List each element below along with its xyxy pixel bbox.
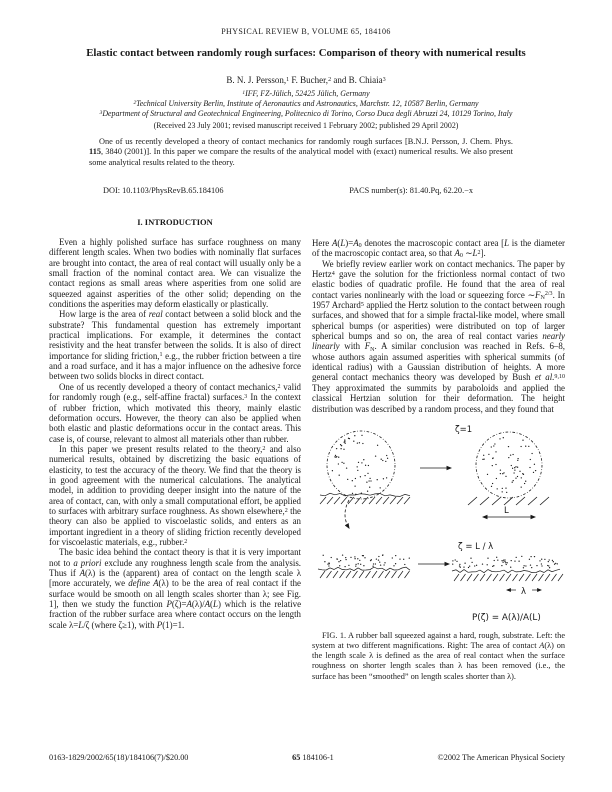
left-column xyxy=(49,217,301,752)
lambda-label: λ xyxy=(521,586,527,597)
intro-paragraph-5: The basic idea behind the contact theory is that it is very important not to a priori exclude any roughness length scale from the analysis. Thus if A(λ) is the (apparent) area of contact on the length scale λ [more accurately, we define A(λ) to be the area of real contact if the surface would be smooth on all length scales shorter than λ; see Fig. 1], then we study the function P(ζ)=A(λ)/A(L) which is the relative fraction of the rubber surface area where contact occurs on the length scale λ=L/ζ (where ζ≥1), with P(1)=1. xyxy=(49,547,301,630)
right-paragraph-2: We briefly review earlier work on contact mechanics. The paper by Hertz$^4$ gave the solution for the frictionless normal contact of two elastic bodies of quadratic profile. He found that the area of real contact varies nonlinearly with the load or squeezing force $\sim F_N^{2/3}$. In 1957 Archard$^5$ applied the Hertz solution to the contact between rough surfaces, and showed that for a simple fractal-like model, where small spherical bumps (or asperities) were distributed on top of larger spherical bumps and so on, the area of real contact varies nearly linearly with $F_N$. A similar conclusion was reached in Refs. 6–8, whose authors again assumed asperities with spherical summits (of identical radius) with a Gaussian distribution of heights. A more general contact mechanics theory was developed by Bush et al.$^{9,10}$ They approximated the summits by paraboloids and applied the classical Hertzian solution for their deformation. The height distribution was described by a random process, and they found that xyxy=(312,258,565,414)
authors-line: B. N. J. Persson,$^1$ F. Bucher,$^2$ and B. Chiaia$^3$ xyxy=(226,75,386,85)
intro-paragraph-3: One of us recently developed a theory of contact mechanics,$^2$ valid for randomly rough (e.g., self-affine fractal) surfaces.$^3$ In the context of rubber friction, which motivated this theory, mainly elastic deformation occurs. However, the theory can also be applied when both elastic and plastic deformations occur in the contact areas. This case is, of course, relevant to almost all materials other than rubber. xyxy=(49,381,301,444)
affiliation-1: $^1$IFF, FZ-Jülich, 52425 Jülich, Germany xyxy=(242,89,370,98)
substrate-hatching-left xyxy=(320,497,410,504)
figure-1 xyxy=(312,416,565,626)
rubber-ball-left xyxy=(327,431,395,499)
zeta-one-label: ζ=1 xyxy=(455,424,473,435)
rubber-ball-right xyxy=(476,432,542,498)
rubber-ball-right-dots xyxy=(482,437,536,493)
length-L-label: L xyxy=(504,505,509,516)
footer-issn: 0163-1829/2002/65(18)/184106(7)/$20.00 xyxy=(49,753,189,762)
magnified-strip-right-surface xyxy=(452,569,560,573)
abstract: One of us recently developed a theory of contact mechanics for randomly rough surfaces [B.N.J. Persson, J. Chem. Phys. 115, 3840 (2001)]. In this paper we compare the results of the analytical model with (exact) numerical results. We also present some analytical results related to the theory. xyxy=(89,137,513,167)
magnified-strip-right-dots xyxy=(452,556,558,569)
figure-caption: FIG. 1. A rubber ball squeezed against a hard, rough, substrate. Left: the system at two different magnifications. Right: The area of contact A(λ) on the length scale λ is defined as the area of real contact when the surface roughness on shorter length scales than λ has been removed (i.e., the surface has been “smoothed” on length scales shorter than λ). xyxy=(312,630,565,681)
p-definition-label: P(ζ) = A(λ)/A(L) xyxy=(472,612,541,623)
received-line: (Received 23 July 2001; revised manuscript received 1 February 2002; published 29 April 2002) xyxy=(153,121,459,130)
affiliation-2: $^2$Technical University Berlin, Institute of Aeronautics and Astronautics, Marchstr. 12, 10587 Berlin, Germany xyxy=(133,99,479,108)
journal-header: PHYSICAL REVIEW B, VOLUME 65, 184106 xyxy=(221,27,391,36)
intro-paragraph-2: How large is the area of real contact between a solid block and the substrate? This fundamental question has extremely important practical implications. For example, it determines the contact resistivity and the heat transfer between the solids. It is also of direct importance for sliding friction,$^1$ e.g., the rubber friction between a tire and a road surface, and it has a major influence on the adhesive force between two solids blocks in direct contact. xyxy=(49,309,301,382)
magnified-strip-left-hatching xyxy=(320,571,410,578)
footer-page-number: 65 184106-1 xyxy=(292,753,334,762)
zeta-definition-label: ζ = L / λ xyxy=(458,541,494,552)
footer-copyright: ©2002 The American Physical Society xyxy=(437,753,565,762)
magnified-strip-right-hatching xyxy=(454,574,563,581)
affiliation-3: $^3$Department of Structural and Geotechnical Engineering, Politecnico di Torino, Corso Duca degli Abruzzi 24, 10129 Torino, Italy xyxy=(99,109,513,118)
substrate-hatching-right xyxy=(468,497,549,505)
page-footer xyxy=(49,753,565,762)
magnified-strip-left-dots xyxy=(323,554,410,567)
pacs-text: PACS number(s): 81.40.Pq, 62.20.−x xyxy=(349,186,473,195)
magnification-arrow xyxy=(345,500,349,528)
doi-pacs-row xyxy=(89,186,513,195)
intro-paragraph-1: Even a highly polished surface has surface roughness on many different length scales. When two bodies with nominally flat surfaces are brought into contact, the area of real contact will usually only be a small fraction of the nominal contact area. We can visualize the contact regions as small areas where asperities from one solid are squeezed against asperities of the other solid; depending on the conditions the asperities may deform elastically or plastically. xyxy=(49,237,301,310)
right-paragraph-1: Here $A(L)=A_0$ denotes the macroscopic contact area [L is the diameter of the macroscopic contact area, so that $A_0$ $\sim L^2$]. xyxy=(312,238,565,260)
intro-paragraph-4: In this paper we present results related to the theory,$^2$ and also numerical results, obtained by discretizing the basic equations of elasticity, to test the accuracy of the theory. We find that the theory is in good agreement with the numerical calculations. The analytical model, in addition to providing deeper insight into the nature of the area of contact, can, with only a small computational effort, be applied to surfaces with arbitrary surface roughness. As shown elsewhere,$^2$ the theory can also be applied to viscoelastic solids, and enters as an important ingredient in a theory of sliding friction recently developed for viscoelastic materials, e.g., rubber.$^2$ xyxy=(49,443,301,547)
rough-substrate-left xyxy=(320,493,410,496)
rubber-ball-left-dots xyxy=(332,435,389,495)
paper-title: Elastic contact between randomly rough surfaces: Comparison of theory with numerical results xyxy=(86,47,526,59)
section-heading-introduction: I. INTRODUCTION xyxy=(137,217,213,227)
right-column xyxy=(312,238,565,752)
magnified-strip-left-surface xyxy=(318,567,410,571)
doi-text: DOI: 10.1103/PhysRevB.65.184106 xyxy=(103,186,224,195)
